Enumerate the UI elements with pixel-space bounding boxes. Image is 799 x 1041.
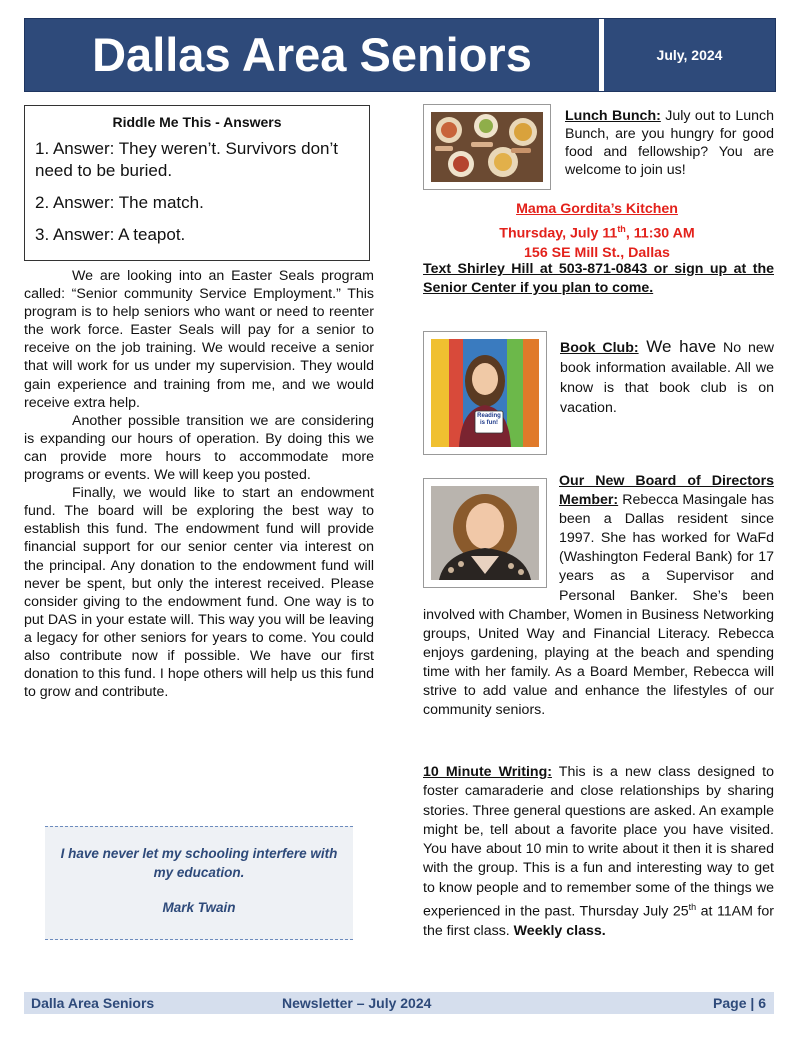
quote-text: I have never let my schooling interfere with my education. [60,846,338,880]
footer-page-number: Page | 6 [713,995,766,1011]
quote-box [45,826,353,940]
riddle-answers-box [24,105,370,261]
event-rsvp: Text Shirley Hill at 503-871-0843 or sign up at the Senior Center if you plan to come. [423,261,774,296]
reading-woman-illustration [431,339,539,447]
weekly-class-note: Weekly class. [513,923,606,940]
issue-date: July, 2024 [656,47,723,63]
book-club-heading: Book Club: [560,340,639,356]
riddle-answer-3: 3. Answer: A teapot. [35,225,186,244]
food-table-illustration [431,112,543,182]
book-club-text [560,337,774,418]
event-date: Thursday, July 11th, 11:30 AM [499,223,695,242]
writing-class-heading: 10 Minute Writing: [423,764,552,780]
lunch-event-details [420,200,774,263]
riddle-answer-1: 1. Answer: They weren’t. Survivors don’t need to be buried. [35,139,338,180]
reading-sign-text: Reading is fun! [477,413,501,426]
masthead [24,18,776,92]
article-paragraph: We are looking into an Easter Seals program called: “Senior community Service Employment.” This program is to help seniors who want or need to reenter the work force. Easter Seals will pay for a senior to receive on the job training. We would receive a senior that will work for us under my supervision. They would gain experience and training from me, and we would receive extra help. [24,268,374,411]
lunch-bunch-text [565,107,774,179]
newsletter-title: Dallas Area Seniors [92,28,532,81]
riddle-title: Riddle Me This - Answers [112,114,282,130]
riddle-answer-2: 2. Answer: The match. [35,193,204,212]
page-footer [24,992,774,1014]
event-venue: Mama Gordita’s Kitchen [516,201,678,217]
board-member-heading: Our New Board of Directors Member: [559,473,774,509]
reading-photo-image [431,339,539,447]
food-table-image [431,112,543,182]
article-paragraph: Another possible transition we are considering is expanding our hours of operation. By doing this we can provide more hours to accommodate more programs or events. We will keep you posted. [24,412,374,484]
writing-class-text: 10 Minute Writing: This is a new class designed to foster camaraderie and close relationships by sharing stories. Three general questions are asked. An example might be, tell about a favorite place you have visited. You have about 10 min to write about it then it is shared with the group. This is a fun and interesting way to get to know people and to remember some of the things we experienced in the past. Thursday July 25th at 11AM for the first class. Weekly class. [423,764,775,940]
quote-author: Mark Twain [162,900,236,915]
footer-newsletter: Newsletter – July 2024 [282,995,432,1011]
book-club-lead: We have [638,337,717,356]
event-address: 156 SE Mill St., Dallas [524,244,670,261]
director-article [24,267,374,701]
lunch-bunch-body: July out to Lunch Bunch, are you hungry for good food and fellowship? You are welcome to join us! [565,108,774,178]
lunch-bunch-heading: Lunch Bunch: [565,108,661,124]
book-club-photo [423,331,547,455]
article-paragraph: Finally, we would like to start an endowment fund. The board will be exploring the best way to establish this fund. The endowment fund will provide financial support for our senior center via interest on the principal. Any donation to the endowment fund will never be spent, but only the interest received. Please consider giving to the endowment fund. One way is to put DAS in your estate will. This way you will be leaving a legacy for other seniors for years to come. You could also contribute now if possible. We have our first donation to this fund. I hope others will help us this fund to grow and contribute. [24,485,374,701]
footer-organization: Dalla Area Seniors [31,995,155,1011]
board-member-body: Rebecca Masingale has been a Dallas resident since 1997. She has worked for WaFd (Washington Federal Bank) for 17 years as a Supervisor and Personal Banker. She’s been involved with Chamber, Women in Business Networking groups, United Way and Financial Literacy. Rebecca enjoys gardening, playing at the beach and spending time with her family. As a Board Member, Rebecca will strive to add value and enhance the lifestyles of our community seniors. [423,492,774,719]
lunch-photo [423,104,551,190]
book-club-body: No new book information available. All we know is that book club is on vacation. [560,340,775,416]
